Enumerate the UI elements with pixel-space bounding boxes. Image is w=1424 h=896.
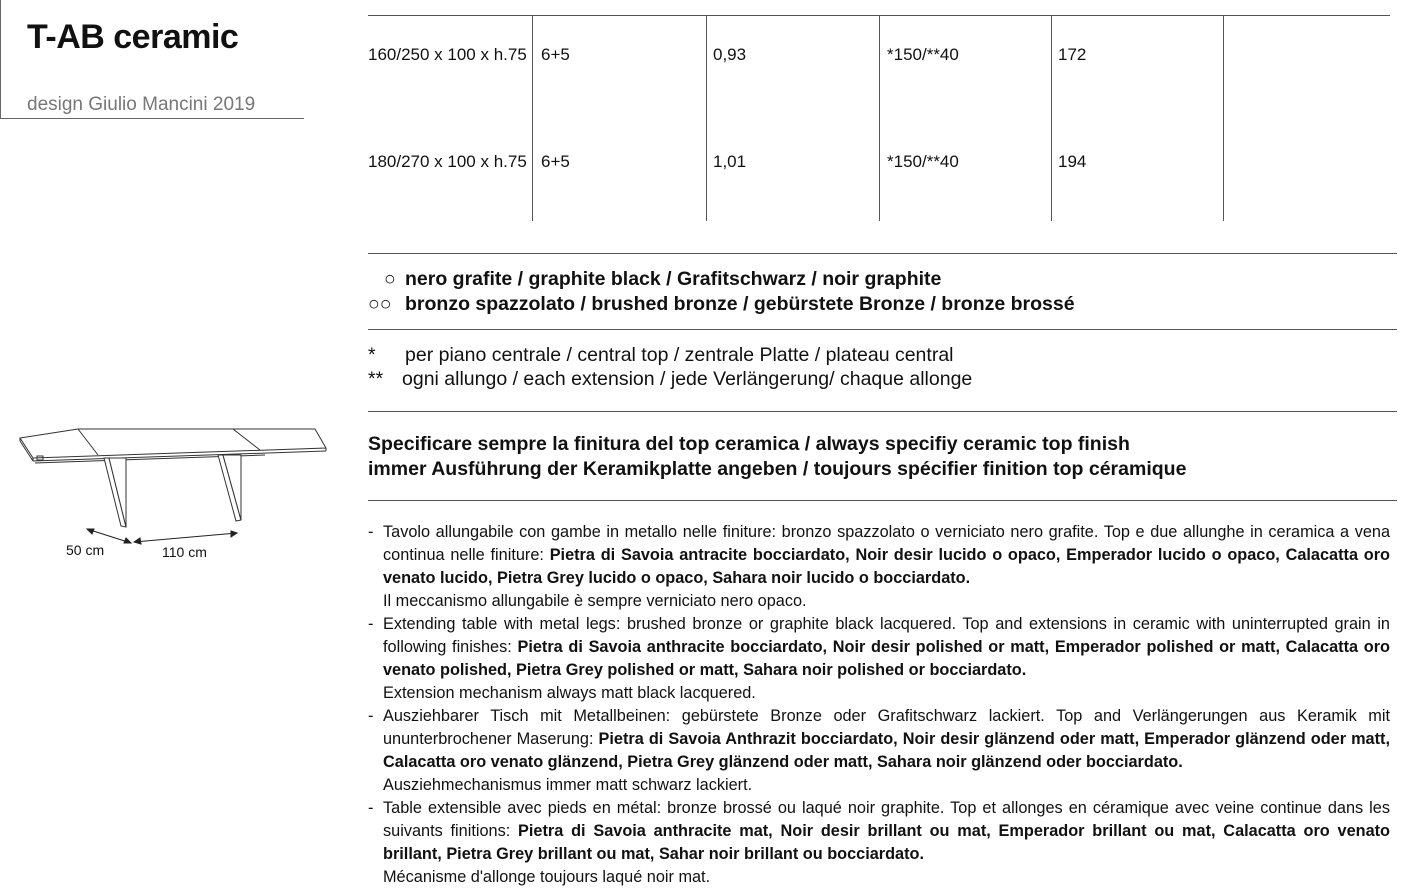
table-cell: 6+5 <box>541 152 570 171</box>
table-cell: 160/250 x 100 x h.75 <box>368 45 527 64</box>
table-drawing <box>15 425 335 560</box>
table-col-divider <box>532 15 533 221</box>
description-item: - Table extensible avec pieds en métal: bronze brossé ou laqué noir graphite. Top et allonges en céramique avec veine continue dans les suivants finitions: Pietra di Savoia anthracite mat, Noir desir brillant ou mat, Emperador brillant ou mat, Calacatta oro venato brillant, Pietra Grey brillant ou mat, Sahar noir brillant ou bocciardato. Mécanisme d'allonge toujours laqué noir mat. <box>368 799 1390 886</box>
divider <box>368 411 1397 412</box>
description-item: - Extending table with metal legs: brushed bronze or graphite black lacquered. Top and extensions in ceramic with uninterrupted grain in following finishes: Pietra di Savoia anthracite bocciardato, Noir desir polished or matt, Emperador polished or matt, Calacatta oro venato polished, Pietra Grey polished or matt, Sahara noir polished or bocciardato. Extension mechanism always matt black lacquered. <box>368 615 1390 702</box>
divider <box>368 329 1397 330</box>
extension-arrow <box>134 533 237 542</box>
table-cell: 0,93 <box>713 45 747 64</box>
product-designer: design Giulio Mancini 2019 <box>27 94 256 115</box>
finish-label: bronzo spazzolato / brushed bronze / gebürstete Bronze / bronze brossé <box>405 293 1075 315</box>
description-intro: Table extensible avec pieds en métal: bronze brossé ou laqué noir graphite. Top et allonges en céramique avec veine continue dans les suivants finitions: <box>383 799 1390 840</box>
description-intro: Tavolo allungabile con gambe in metallo nelle finiture: bronzo spazzolato o verniciato nero grafite. Top e due allunghe in ceramica a vena continua nelle finiture: <box>383 523 1390 564</box>
finish-label: nero grafite / graphite black / Grafitschwarz / noir graphite <box>405 268 942 290</box>
description-finishes: Pietra di Savoia antracite bocciardato, Noir desir lucido o opaco, Emperador lucido o opaco, Calacatta oro venato lucido, Pietra Grey lucido o opaco, Sahara noir lucido o bocciardato. <box>383 546 1390 587</box>
table-col-divider <box>1051 15 1052 221</box>
description-mechanism: Extension mechanism always matt black lacquered. <box>383 684 756 702</box>
finish-item <box>368 293 1075 316</box>
note-symbol: ** <box>368 368 384 390</box>
description-mechanism: Mécanisme d'allonge toujours laqué noir mat. <box>383 868 711 886</box>
note-symbol: * <box>368 344 376 366</box>
description-mechanism: Ausziehmechanismus immer matt schwarz lackiert. <box>383 776 753 794</box>
table-cell: 6+5 <box>541 45 570 64</box>
divider <box>368 253 1397 254</box>
description-list <box>368 521 1390 889</box>
table-cell: 1,01 <box>713 152 747 171</box>
note-label: ogni allungo / each extension / jede Verlängerung/ chaque allonge <box>402 368 973 390</box>
table-cell: 172 <box>1058 45 1087 64</box>
description-finishes: Pietra di Savoia anthracite mat, Noir desir brillant ou mat, Emperador brillant ou mat, Calacatta oro venato brillant, Pietra Grey brillant ou mat, Sahar noir brillant ou bocciardato. <box>383 822 1390 863</box>
description-intro: Ausziehbarer Tisch mit Metallbeinen: gebürstete Bronze oder Grafitschwarz lackiert. Top and Verlängerungen aus Keramik mit ununterbrochener Maserung: <box>383 707 1390 748</box>
table-top <box>20 429 326 458</box>
specify-line: Specificare sempre la finitura del top ceramica / always specifiy ceramic top finish <box>368 433 1130 455</box>
table-col-divider <box>706 15 707 221</box>
note-item <box>368 368 972 391</box>
double-circle-icon: ○○ <box>368 293 392 315</box>
description-item: - Tavolo allungabile con gambe in metallo nelle finiture: bronzo spazzolato o verniciato nero grafite. Top e due allunghe in ceramica a vena continua nelle finiture: Pietra di Savoia antracite bocciardato, Noir desir lucido o opaco, Emperador lucido o opaco, Calacatta oro venato lucido, Pietra Grey lucido o opaco, Sahara noir lucido o bocciardato. Il meccanismo allungabile è sempre verniciato nero opaco. <box>368 523 1390 610</box>
table-col-divider <box>879 15 880 221</box>
product-title: T-AB ceramic <box>27 18 239 56</box>
description-finishes: Pietra di Savoia Anthrazit bocciardato, Noir desir glänzend oder matt, Emperador glänzend oder matt, Calacatta oro venato glänzend, Pietra Grey glänzend oder matt, Sahara noir glänzend oder bocciardato. <box>383 730 1390 771</box>
dimension-depth: 50 cm <box>66 542 105 558</box>
note-item <box>368 344 954 367</box>
description-item: - Ausziehbarer Tisch mit Metallbeinen: gebürstete Bronze oder Grafitschwarz lackiert. Top and Verlängerungen aus Keramik mit ununterbrochener Maserung: Pietra di Savoia Anthrazit bocciardato, Noir desir glänzend oder matt, Emperador glänzend oder matt, Calacatta oro venato glänzend, Pietra Grey glänzend oder matt, Sahara noir glänzend oder bocciardato. Ausziehmechanismus immer matt schwarz lackiert. <box>368 707 1390 794</box>
description-mechanism: Il meccanismo allungabile è sempre verniciato nero opaco. <box>383 592 807 610</box>
dimension-extension: 110 cm <box>162 544 207 560</box>
note-label: per piano centrale / central top / zentrale Platte / plateau central <box>405 344 954 366</box>
table-cell: 180/270 x 100 x h.75 <box>368 152 527 171</box>
table-col-divider <box>1223 15 1224 221</box>
finish-item <box>384 268 941 291</box>
table-cell: 194 <box>1058 152 1087 171</box>
divider <box>368 500 1397 501</box>
table-cell: *150/**40 <box>887 45 959 64</box>
description-finishes: Pietra di Savoia anthracite bocciardato, Noir desir polished or matt, Emperador polished or matt, Calacatta oro venato polished, Pietra Grey polished or matt, Sahara noir polished or bocciardato. <box>383 638 1390 679</box>
circle-icon: ○ <box>384 268 396 290</box>
specify-line: immer Ausführung der Keramikplatte angeben / toujours spécifier finition top céramique <box>368 458 1187 480</box>
table-cell: *150/**40 <box>887 152 959 171</box>
description-intro: Extending table with metal legs: brushed bronze or graphite black lacquered. Top and extensions in ceramic with uninterrupted grain in following finishes: <box>383 615 1390 656</box>
